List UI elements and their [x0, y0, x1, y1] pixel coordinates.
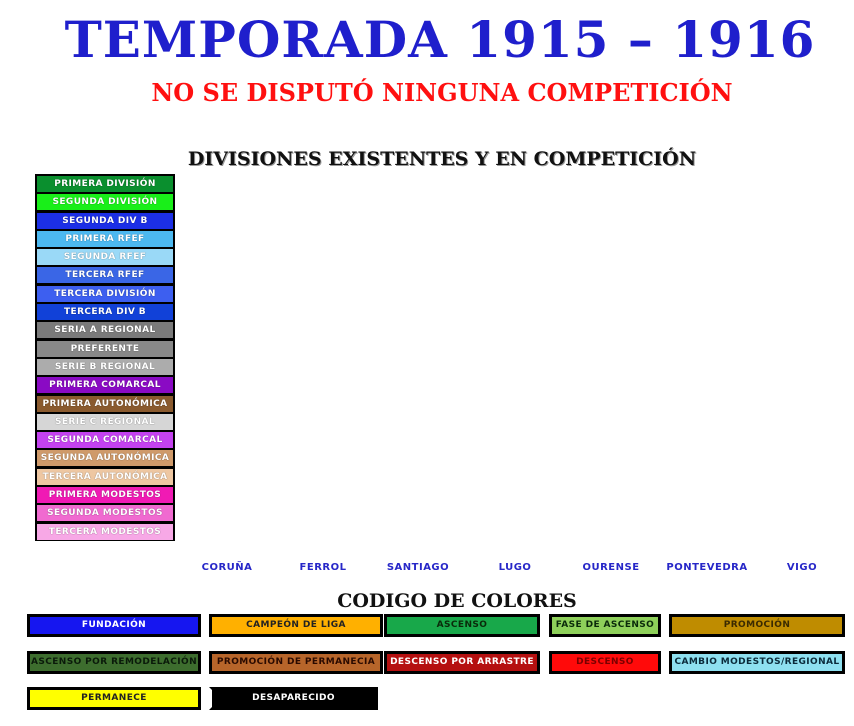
division-item: TERCERA RFEF	[37, 267, 173, 283]
city-label: CORUÑA	[201, 562, 253, 573]
page-title: TEMPORADA 1915 – 1916	[64, 10, 816, 69]
city-label: SANTIAGO	[386, 562, 450, 573]
city-label: FERROL	[299, 562, 347, 573]
division-item: PRIMERA DIVISIÓN	[37, 176, 173, 192]
city-label: LUGO	[498, 562, 532, 573]
legend-item: FASE DE ASCENSO	[549, 614, 661, 637]
division-item: TERCERA DIVISIÓN	[37, 286, 173, 302]
legend-item: DESAPARECIDO	[209, 687, 378, 710]
division-item: PRIMERA RFEF	[37, 231, 173, 247]
division-item: SERIA A REGIONAL	[37, 322, 173, 338]
legend-heading: CODIGO DE COLORES	[337, 590, 577, 612]
legend-item: ASCENSO POR REMODELACIÓN	[27, 651, 201, 674]
division-item: TERCERA DIV B	[37, 304, 173, 320]
legend-item: FUNDACIÓN	[27, 614, 201, 637]
division-item: SEGUNDA DIV B	[37, 213, 173, 229]
city-label: OURENSE	[582, 562, 640, 573]
division-item: TERCERA AUTONÓMICA	[37, 469, 173, 485]
city-labels	[180, 562, 840, 576]
division-item: PREFERENTE	[37, 341, 173, 357]
legend-item: ASCENSO	[384, 614, 540, 637]
division-item: PRIMERA AUTONÓMICA	[37, 396, 173, 412]
divisions-heading: DIVISIONES EXISTENTES Y EN COMPETICIÓN	[187, 148, 697, 170]
legend-item: CAMPEÓN DE LIGA	[209, 614, 383, 637]
legend-item: PERMANECE	[27, 687, 201, 710]
division-item: SERIE C REGIONAL	[37, 414, 173, 430]
division-item: TERCERA MODESTOS	[37, 524, 173, 540]
division-item: SERIE B REGIONAL	[37, 359, 173, 375]
division-item: SEGUNDA AUTONÓMICA	[37, 450, 173, 466]
city-label: PONTEVEDRA	[666, 562, 748, 573]
division-item: SEGUNDA DIVISIÓN	[37, 194, 173, 210]
page-subtitle: NO SE DISPUTÓ NINGUNA COMPETICIÓN	[151, 78, 733, 107]
division-item: SEGUNDA MODESTOS	[37, 505, 173, 521]
legend-item: DESCENSO	[549, 651, 661, 674]
division-item: PRIMERA MODESTOS	[37, 487, 173, 503]
divisions-list	[35, 174, 175, 541]
legend-item: CAMBIO MODESTOS/REGIONAL	[669, 651, 845, 674]
legend-item: DESCENSO POR ARRASTRE	[384, 651, 540, 674]
legend-item: PROMOCIÓN DE PERMANECIA	[209, 651, 383, 674]
division-item: SEGUNDA COMARCAL	[37, 432, 173, 448]
city-label: VIGO	[786, 562, 818, 573]
division-item: SEGUNDA RFEF	[37, 249, 173, 265]
division-item: PRIMERA COMARCAL	[37, 377, 173, 393]
legend-item: PROMOCIÓN	[669, 614, 845, 637]
